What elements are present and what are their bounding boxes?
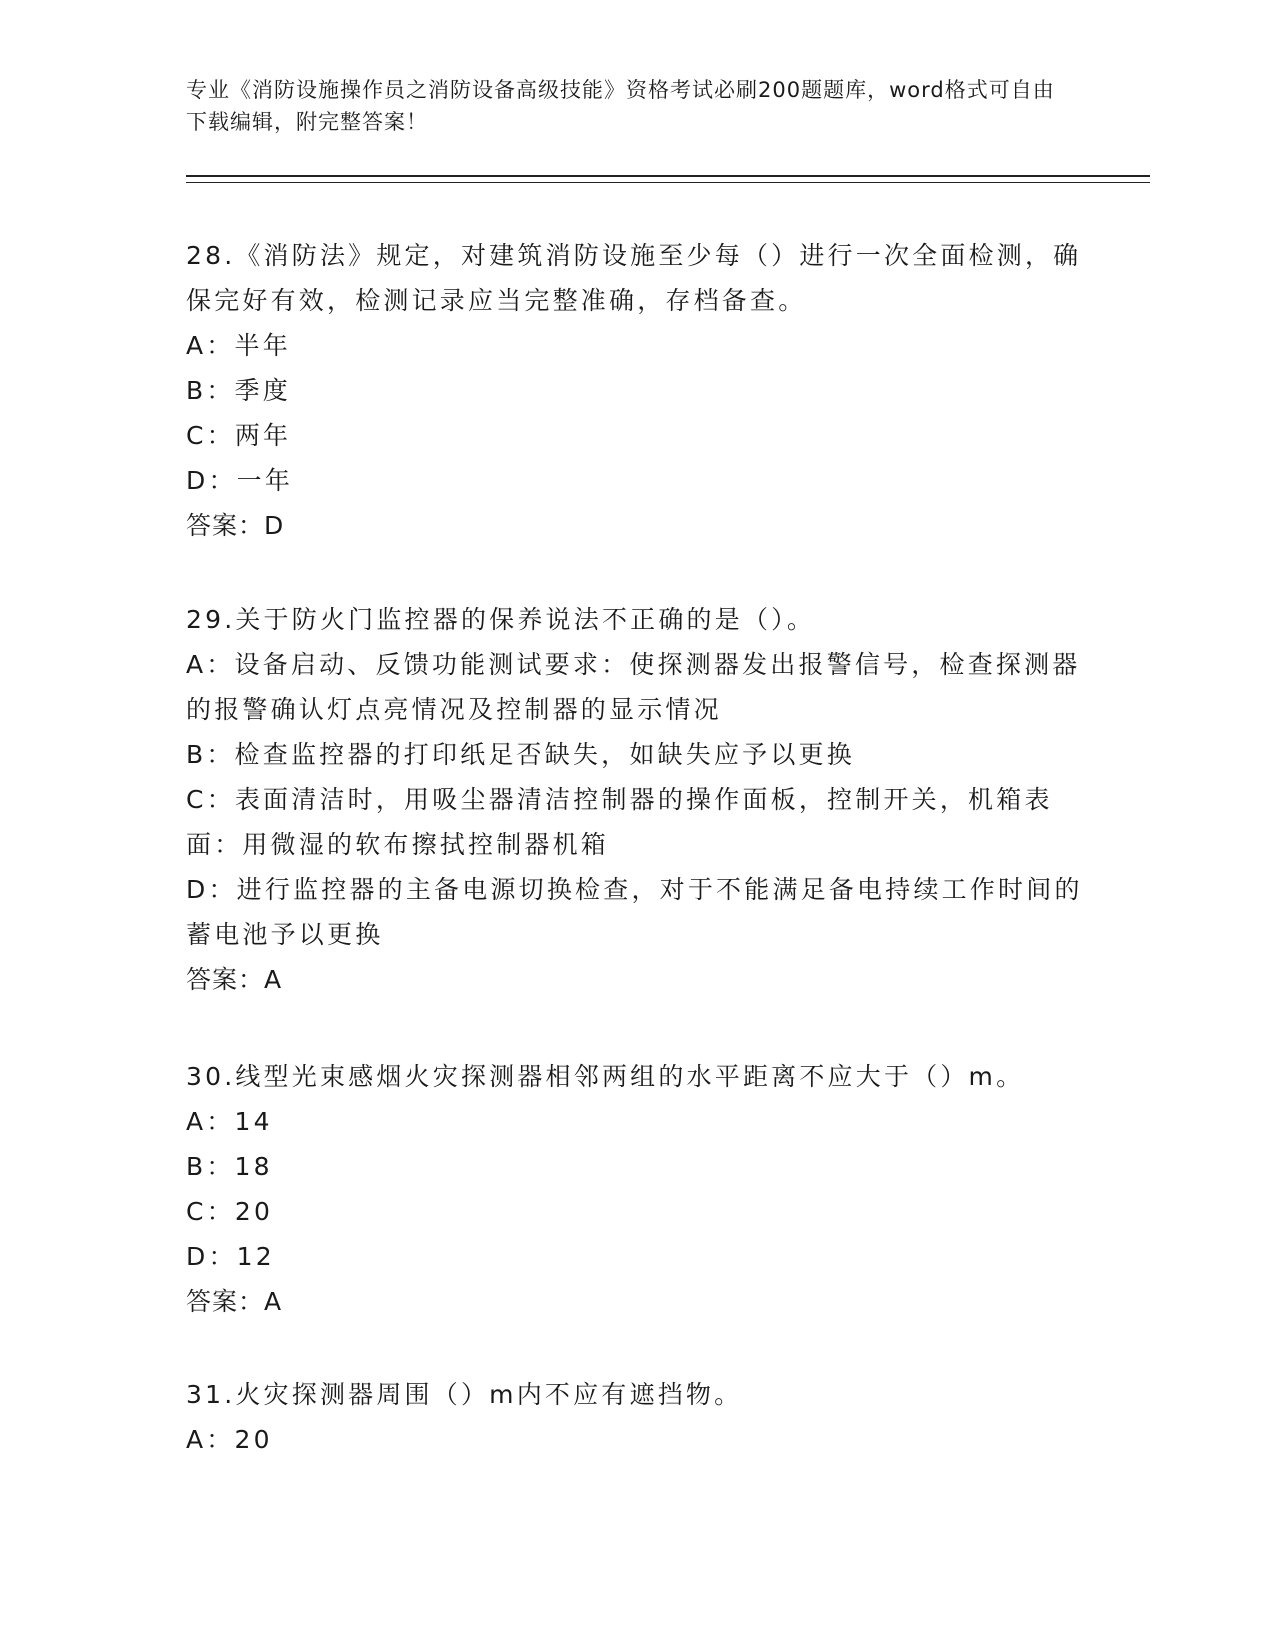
option-b: B：18 [186,1152,273,1181]
document-header: 专业《消防设施操作员之消防设备高级技能》资格考试必刷200题题库，word格式可自由下载编辑，附完整答案！ [186,78,1055,134]
question-28 [186,233,1086,549]
option-a: A：14 [186,1107,273,1136]
option-b: B：季度 [186,376,291,405]
option-b: B：检查监控器的打印纸足否缺失，如缺失应予以更换 [186,740,855,769]
option-d: D：一年 [186,466,294,495]
header-divider [186,175,1150,183]
option-d: D：12 [186,1242,275,1271]
option-c: C：两年 [186,421,292,450]
answer: 答案：D [186,511,285,540]
answer: 答案：A [186,1287,283,1316]
option-a: A：半年 [186,331,291,360]
question-stem: 31.火灾探测器周围（）m内不应有遮挡物。 [186,1380,743,1409]
question-stem: 28.《消防法》规定，对建筑消防设施至少每（）进行一次全面检测，确保完好有效，检测记录应当完整准确，存档备查。 [186,241,1082,315]
question-31 [186,1372,1086,1462]
option-a: A：20 [186,1425,273,1454]
option-a: A：设备启动、反馈功能测试要求：使探测器发出报警信号，检查探测器的报警确认灯点亮情况及控制器的显示情况 [186,650,1081,724]
option-d: D：进行监控器的主备电源切换检查，对于不能满足备电持续工作时间的蓄电池予以更换 [186,875,1083,949]
question-stem: 29.关于防火门监控器的保养说法不正确的是（）。 [186,605,816,634]
option-c: C：表面清洁时，用吸尘器清洁控制器的操作面板，控制开关，机箱表面：用微湿的软布擦拭控制器机箱 [186,785,1053,859]
question-stem: 30.线型光束感烟火灾探测器相邻两组的水平距离不应大于（）m。 [186,1062,1025,1091]
question-30 [186,1054,1086,1325]
question-29 [186,597,1086,1003]
answer: 答案：A [186,965,283,994]
option-c: C：20 [186,1197,274,1226]
